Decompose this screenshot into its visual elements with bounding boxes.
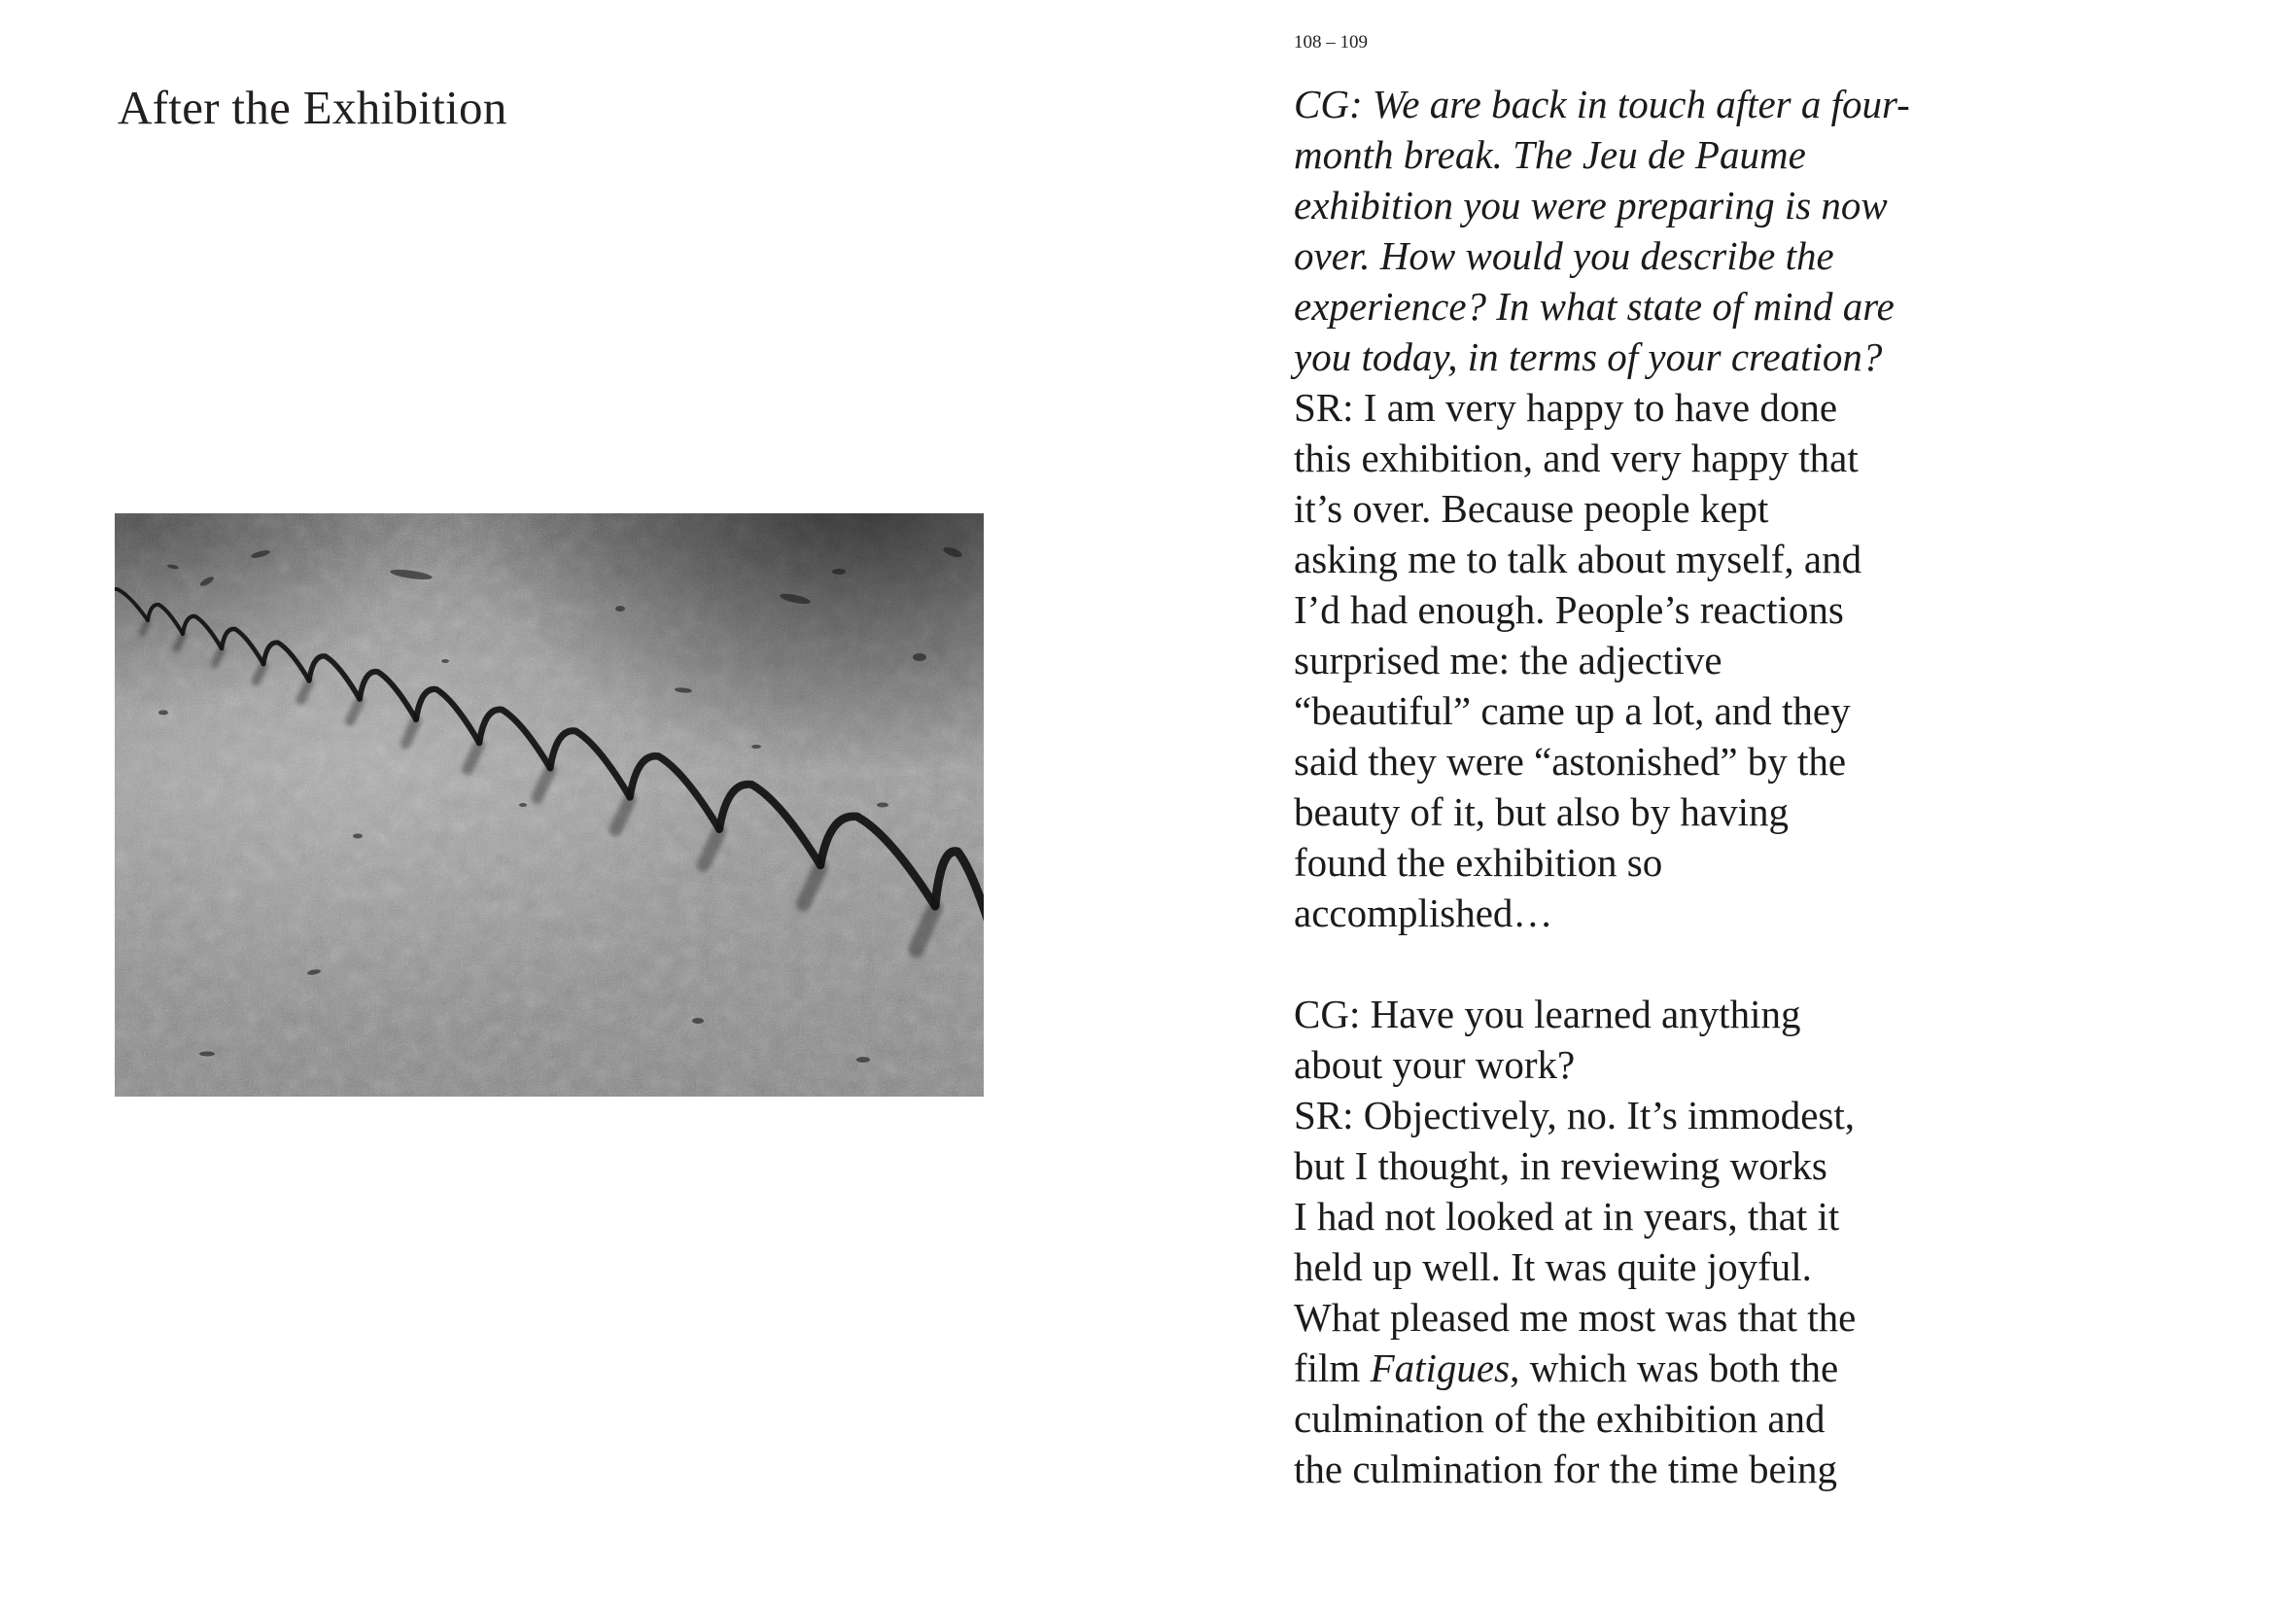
text-line: over. How would you describe the (1294, 233, 1834, 278)
text-line: SR: Objectively, no. It’s immodest, (1294, 1093, 1856, 1137)
text-line: culmination of the exhibition and (1294, 1396, 1826, 1441)
text-line: CG: We are back in touch after a four- (1294, 82, 1910, 126)
interview-text-column (1294, 79, 2033, 1494)
text-line: experience? In what state of mind are (1294, 284, 1895, 329)
text-line-with-film-title (1294, 1343, 2033, 1393)
text-line: asking me to talk about myself, and (1294, 537, 1862, 581)
text-line: surprised me: the adjective (1294, 638, 1722, 682)
text-line: SR: I am very happy to have done (1294, 385, 1838, 430)
text-line: held up well. It was quite joyful. (1294, 1244, 1812, 1289)
gravel-photo-svg (115, 513, 984, 1097)
text-line: accomplished… (1294, 891, 1553, 935)
text-segment: , which was both the (1510, 1345, 1839, 1390)
text-line: “beautiful” came up a lot, and they (1294, 688, 1851, 733)
paragraph-gap (1294, 938, 2033, 989)
text-line: it’s over. Because people kept (1294, 486, 1769, 531)
chapter-title: After the Exhibition (118, 81, 507, 134)
text-line: I had not looked at in years, that it (1294, 1194, 1840, 1239)
film-title: Fatigues (1370, 1345, 1511, 1390)
photo-spiral-coil-in-gravel (115, 513, 984, 1097)
text-line: month break. The Jeu de Paume (1294, 132, 1806, 177)
text-line: exhibition you were preparing is now (1294, 183, 1888, 227)
text-line: the culmination for the time being (1294, 1447, 1838, 1491)
text-line: you today, in terms of your creation? (1294, 334, 1883, 379)
text-line: CG: Have you learned anything (1294, 992, 1801, 1036)
text-line: I’d had enough. People’s reactions (1294, 587, 1844, 632)
interview-answer-1 (1294, 382, 2033, 938)
text-line: What pleased me most was that the (1294, 1295, 1857, 1340)
interview-question-2 (1294, 989, 2033, 1090)
text-line: but I thought, in reviewing works (1294, 1143, 1827, 1188)
text-line: about your work? (1294, 1042, 1576, 1087)
text-segment: film (1294, 1345, 1371, 1390)
page-numbers: 108 – 109 (1294, 32, 1368, 52)
text-line: found the exhibition so (1294, 840, 1663, 885)
interview-question-1 (1294, 79, 2033, 382)
text-line: beauty of it, but also by having (1294, 789, 1789, 834)
interview-answer-2 (1294, 1090, 2033, 1494)
text-line: this exhibition, and very happy that (1294, 436, 1859, 480)
text-line: said they were “astonished” by the (1294, 739, 1847, 784)
